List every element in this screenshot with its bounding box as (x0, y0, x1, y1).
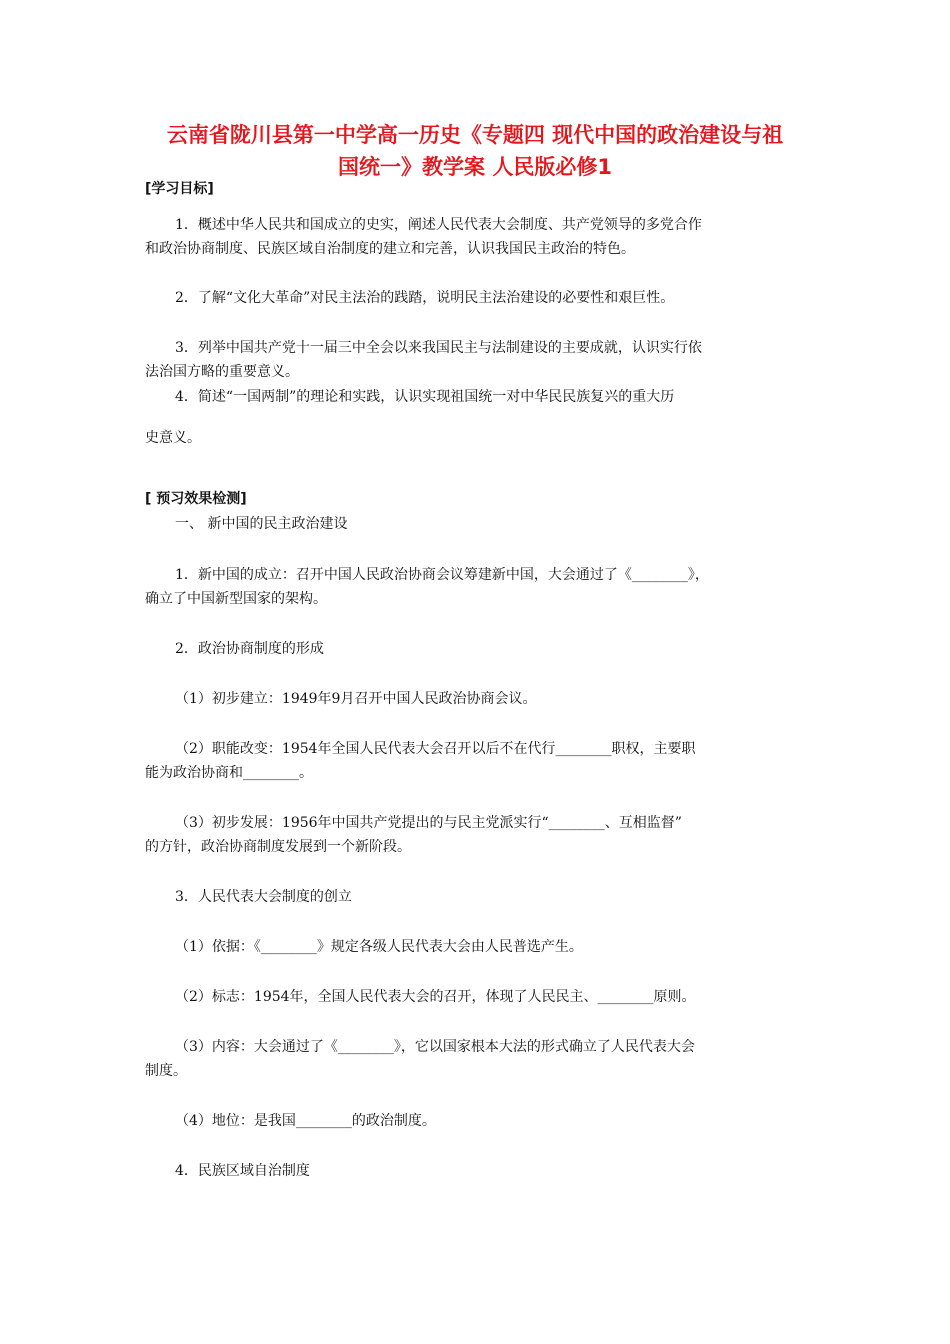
goal-1-line-2: 和政治协商制度、民族区域自治制度的建立和完善，认识我国民主政治的特色。 (145, 241, 635, 257)
question-3-item-1: （1）依据：《________》规定各级人民代表大会由人民普选产生。 (175, 939, 583, 955)
preview-check-heading: [ 预习效果检测] (145, 491, 247, 507)
document-title-line-1: 云南省陇川县第一中学高一历史《专题四 现代中国的政治建设与祖 (166, 123, 784, 147)
goal-4-line-2: 史意义。 (145, 430, 201, 446)
goal-2: 2．了解“文化大革命”对民主法治的践踏，说明民主法治建设的必要性和艰巨性。 (175, 290, 675, 306)
document-title-line-2: 国统一》教学案 人民版必修1 (338, 155, 612, 179)
question-3-item-3-line-2: 制度。 (145, 1063, 187, 1079)
question-2-heading: 2．政治协商制度的形成 (175, 641, 324, 657)
goal-4-line-1: 4．简述“一国两制”的理论和实践，认识实现祖国统一对中华民民族复兴的重大历 (175, 389, 675, 405)
question-3-item-4: （4）地位：是我国________的政治制度。 (175, 1113, 436, 1129)
goal-1-line-1: 1．概述中华人民共和国成立的史实，阐述人民代表大会制度、共产党领导的多党合作 (175, 217, 702, 233)
goal-3-line-2: 法治国方略的重要意义。 (145, 364, 299, 380)
question-3-item-3-line-1: （3）内容：大会通过了《________》，它以国家根本大法的形式确立了人民代表大会 (175, 1039, 695, 1055)
question-4-heading: 4．民族区域自治制度 (175, 1163, 310, 1179)
learning-goals-heading: [学习目标] (145, 181, 214, 197)
question-1-line-2: 确立了中国新型国家的架构。 (145, 591, 327, 607)
question-2-item-2-line-1: （2）职能改变：1954年全国人民代表大会召开以后不在代行________职权，主要职 (175, 741, 696, 757)
goal-3-line-1: 3．列举中国共产党十一届三中全会以来我国民主与法制建设的主要成就，认识实行依 (175, 340, 702, 356)
part-1-heading: 一、 新中国的民主政治建设 (175, 516, 348, 532)
question-3-item-2: （2）标志：1954年，全国人民代表大会的召开，体现了人民民主、________原则。 (175, 989, 696, 1005)
question-2-item-3-line-2: 的方针，政治协商制度发展到一个新阶段。 (145, 839, 411, 855)
question-2-item-1: （1）初步建立：1949年9月召开中国人民政治协商会议。 (175, 691, 537, 707)
question-1-line-1: 1．新中国的成立：召开中国人民政治协商会议筹建新中国，大会通过了《________》， (175, 567, 709, 583)
question-2-item-2-line-2: 能为政治协商和________。 (145, 765, 313, 781)
question-3-heading: 3．人民代表大会制度的创立 (175, 889, 352, 905)
question-2-item-3-line-1: （3）初步发展：1956年中国共产党提出的与民主党派实行“________、互相监督” (175, 815, 682, 831)
